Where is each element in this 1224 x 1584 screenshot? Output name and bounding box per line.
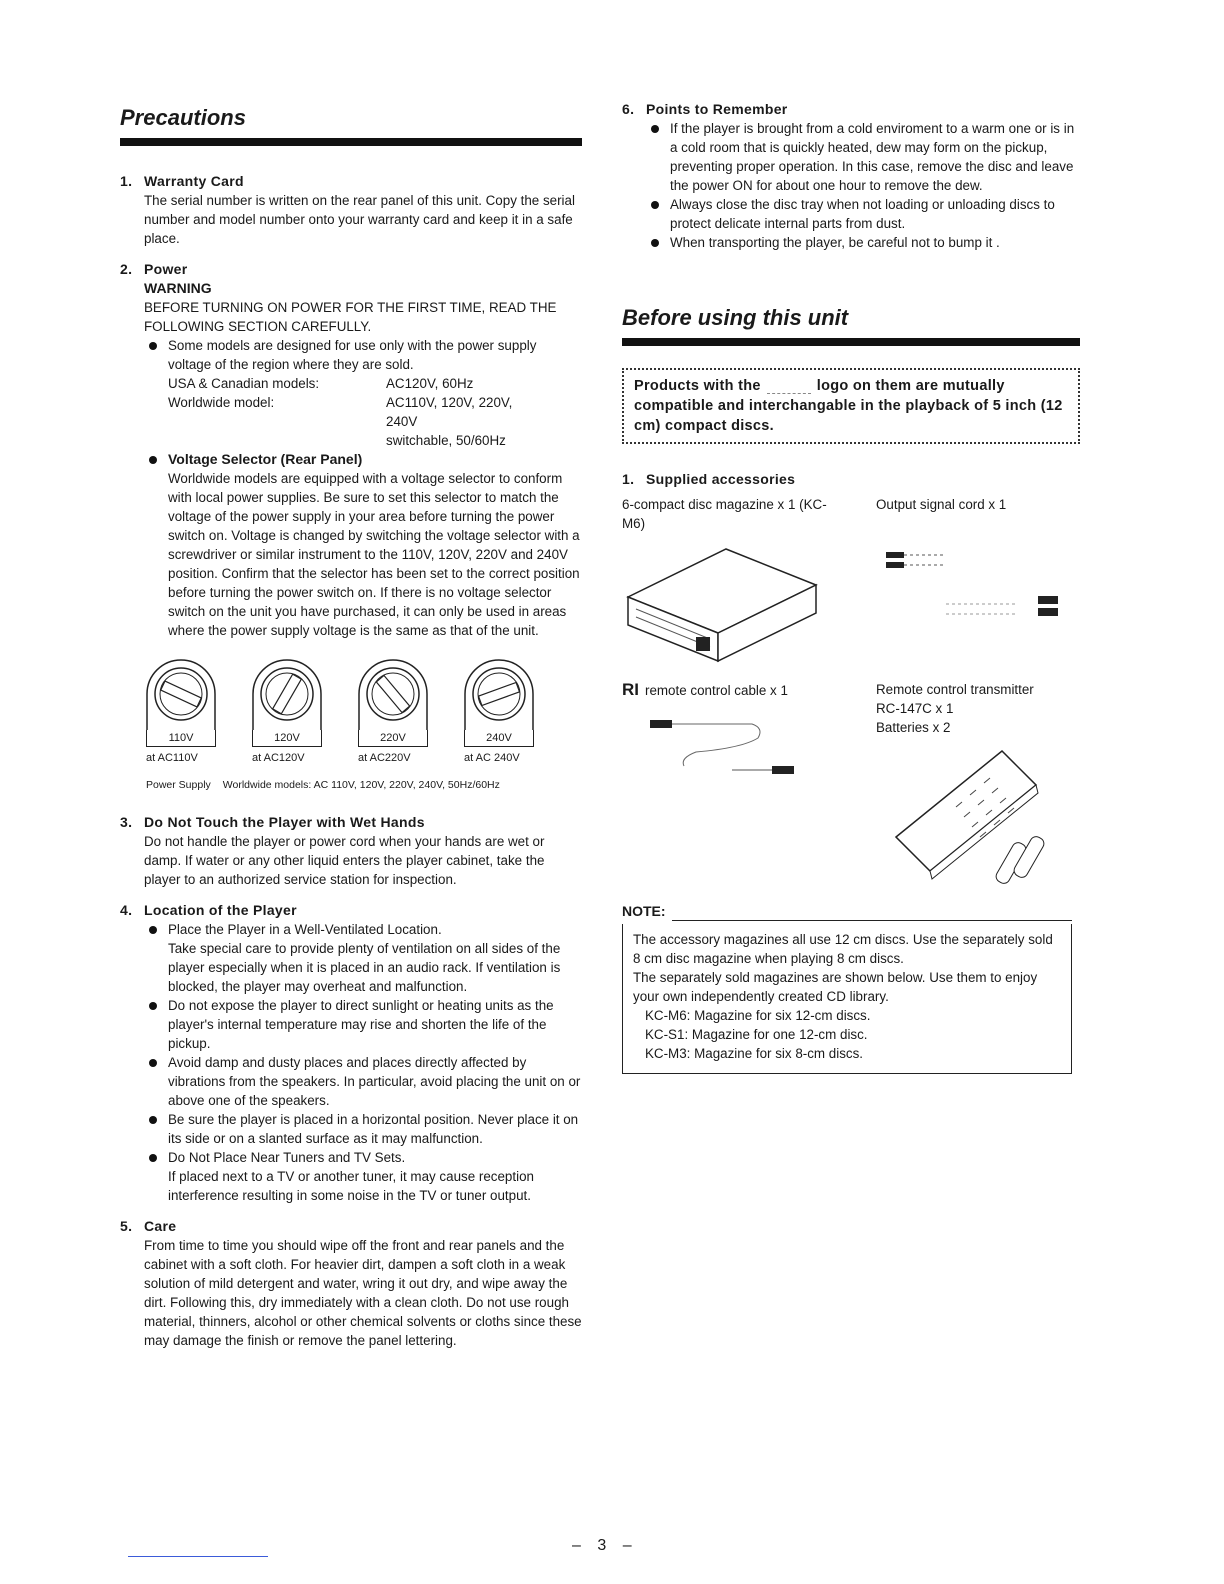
- section-warranty-card: [120, 172, 582, 248]
- voltage-selector-title: Voltage Selector (Rear Panel): [168, 451, 363, 467]
- dial-caption: at AC 240V: [464, 752, 520, 764]
- precautions-heading: Precautions: [120, 105, 246, 130]
- accessory-ri-cable: RI remote control cable x 1: [622, 680, 876, 900]
- dial-label: 110V: [146, 730, 216, 747]
- section-wet-hands: [120, 813, 582, 889]
- section-title: Location of the Player: [144, 902, 297, 918]
- voltage-dial: [146, 654, 216, 768]
- output-cord-illustration: [876, 544, 1076, 662]
- note-box: [622, 924, 1072, 1074]
- note-title: NOTE:: [622, 903, 666, 919]
- accessory-output-cord: Output signal cord x 1: [876, 495, 1076, 668]
- dial-240v-illustration: [464, 654, 534, 730]
- dial-label: 240V: [464, 730, 534, 747]
- section-number: 2.: [120, 261, 133, 277]
- section-supplied-accessories: [622, 470, 1080, 900]
- list-item: Avoid damp and dusty places and places directly affected by vibrations from the speakers. In particular, avoid placing the unit on or above one of the speakers.: [144, 1053, 582, 1110]
- section-title: Warranty Card: [144, 173, 244, 189]
- voltage-selector-figure: [146, 654, 582, 768]
- voltage-row-worldwide: Worldwide model: AC110V, 120V, 220V, 240V: [168, 395, 513, 429]
- list-item: Place the Player in a Well-Ventilated Location. Take special care to provide plenty of ventilation on all sides of the player especially when it is placed in an audio rack. If ventilation is blocked, the player may overheat and malfunction.: [144, 920, 582, 996]
- list-item: Do Not Place Near Tuners and TV Sets. If placed next to a TV or another tuner, it may cause reception interference resulting in some noise in the TV or tuner output.: [144, 1148, 582, 1205]
- disc-magazine-illustration: [622, 545, 822, 663]
- remote-transmitter-illustration: [886, 745, 1086, 895]
- left-column: [120, 104, 582, 1350]
- section-location: [120, 901, 582, 1205]
- list-item: KC-M3: Magazine for six 8-cm discs.: [645, 1046, 864, 1061]
- dial-110v-illustration: [146, 654, 216, 730]
- list-item: Be sure the player is placed in a horizontal position. Never place it on its side or on a slanted surface as it may malfunction.: [144, 1110, 582, 1148]
- section-number: 5.: [120, 1218, 133, 1234]
- list-item: When transporting the player, be careful not to bump it .: [646, 233, 1080, 252]
- dial-120v-illustration: [252, 654, 322, 730]
- dial-caption: at AC120V: [252, 752, 305, 764]
- section-text: Do not handle the player or power cord when your hands are wet or damp. If water or any other liquid enters the player cabinet, take the player to an authorized service station for inspection.: [144, 834, 545, 887]
- section-number: 4.: [120, 902, 133, 918]
- accessory-magazine: 6-compact disc magazine x 1 (KC-M6): [622, 495, 876, 668]
- voltage-dial: [358, 654, 428, 768]
- section-title: Supplied accessories: [646, 471, 796, 487]
- ri-logo: RI: [622, 680, 639, 699]
- list-item: Do not expose the player to direct sunlight or heating units as the player's internal temperature may rise and shorten the life of the pickup.: [144, 996, 582, 1053]
- section-number: 6.: [622, 101, 635, 117]
- section-power: [120, 260, 582, 795]
- list-item: [144, 450, 582, 640]
- dial-220v-illustration: [358, 654, 428, 730]
- section-text: The serial number is written on the rear panel of this unit. Copy the serial number and model number onto your warranty card and keep it in a safe place.: [144, 193, 575, 246]
- voltage-dial: [464, 654, 534, 768]
- section-title: Points to Remember: [646, 101, 788, 117]
- list-item: Some models are designed for use only with the power supply voltage of the region where they are sold. USA & Canadian models: AC120V, 60Hz Worldwide model: AC110V, 120V, 220V, 240V switchable, 50/60Hz: [144, 336, 582, 450]
- right-column: [622, 100, 1080, 1074]
- section-number: 3.: [120, 814, 133, 830]
- note-paragraph: The accessory magazines all use 12 cm discs. Use the separately sold 8 cm disc magazine when playing 8 cm discs.: [633, 932, 1053, 966]
- page-number: – 3 –: [572, 1537, 638, 1554]
- footer-rule: [128, 1556, 268, 1557]
- section-title: Care: [144, 1218, 177, 1234]
- note-block: [622, 902, 1072, 1074]
- voltage-dial: [252, 654, 322, 768]
- before-using-heading: Before using this unit: [622, 305, 849, 330]
- section-points-to-remember: [622, 100, 1080, 252]
- section-text: From time to time you should wipe off the front and rear panels and the cabinet with a soft cloth. For heavier dirt, dampen a soft cloth in a weak solution of mild detergent and water, wring it out dry, and wipe away the dirt. Following this, dry immediately with a clean cloth. Do not use rough material, thinners, alcohol or other chemical solvents or cloths since these may damage the finish or remove the panel lettering.: [144, 1238, 582, 1348]
- voltage-selector-text: Worldwide models are equipped with a voltage selector to conform with local power supplies. Be sure to set this selector to match the voltage of the power supply in your area before turning the power switch on. Voltage is changed by switching the voltage selector with a screwdriver or similar instrument to the 110V, 120V, 220V and 240V position. Confirm that the selector has been set to the correct position before turning the power switch on. If there is no voltage selector switch on the unit you have purchased, it can only be used in areas where the power supply voltage is the same as that of the unit.: [168, 471, 580, 638]
- heading-rule: [622, 338, 1080, 346]
- section-number: 1.: [622, 471, 635, 487]
- compact-disc-logo-icon: [767, 379, 811, 394]
- section-care: [120, 1217, 582, 1350]
- list-item: Always close the disc tray when not loading or unloading discs to protect delicate internal parts from dust.: [646, 195, 1080, 233]
- compact-disc-callout: Products with the logo on them are mutually compatible and interchangable in the playback of 5 inch (12 cm) compact discs.: [622, 368, 1080, 444]
- dial-label: 220V: [358, 730, 428, 747]
- warning-label: WARNING: [144, 280, 212, 296]
- accessory-remote-transmitter: Remote control transmitter RC-147C x 1 Batteries x 2: [876, 680, 1076, 900]
- accessories-grid: [622, 495, 1080, 900]
- note-paragraph: The separately sold magazines are shown below. Use them to enjoy your own independently created CD library.: [633, 970, 1038, 1004]
- dial-caption: at AC220V: [358, 752, 411, 764]
- voltage-row-usa: USA & Canadian models: AC120V, 60Hz: [168, 376, 474, 391]
- section-title: Do Not Touch the Player with Wet Hands: [144, 814, 425, 830]
- section-number: 1.: [120, 173, 133, 189]
- heading-rule: [120, 138, 582, 146]
- power-supply-caption: Power Supply Worldwide models: AC 110V, 120V, 220V, 240V, 50Hz/60Hz: [146, 779, 500, 791]
- list-item: KC-S1: Magazine for one 12-cm disc.: [645, 1027, 868, 1042]
- list-item: KC-M6: Magazine for six 12-cm discs.: [645, 1008, 871, 1023]
- dial-caption: at AC110V: [146, 752, 198, 764]
- warning-text: BEFORE TURNING ON POWER FOR THE FIRST TIME, READ THE FOLLOWING SECTION CAREFULLY.: [144, 300, 557, 334]
- section-title: Power: [144, 261, 188, 277]
- dial-label: 120V: [252, 730, 322, 747]
- remote-cable-illustration: [622, 714, 822, 794]
- list-item: If the player is brought from a cold enviroment to a warm one or is in a cold room that is quickly heated, dew may form on the pickup, preventing proper operation. In this case, remove the disc and leave the power ON for about one hour to remove the dew.: [646, 119, 1080, 195]
